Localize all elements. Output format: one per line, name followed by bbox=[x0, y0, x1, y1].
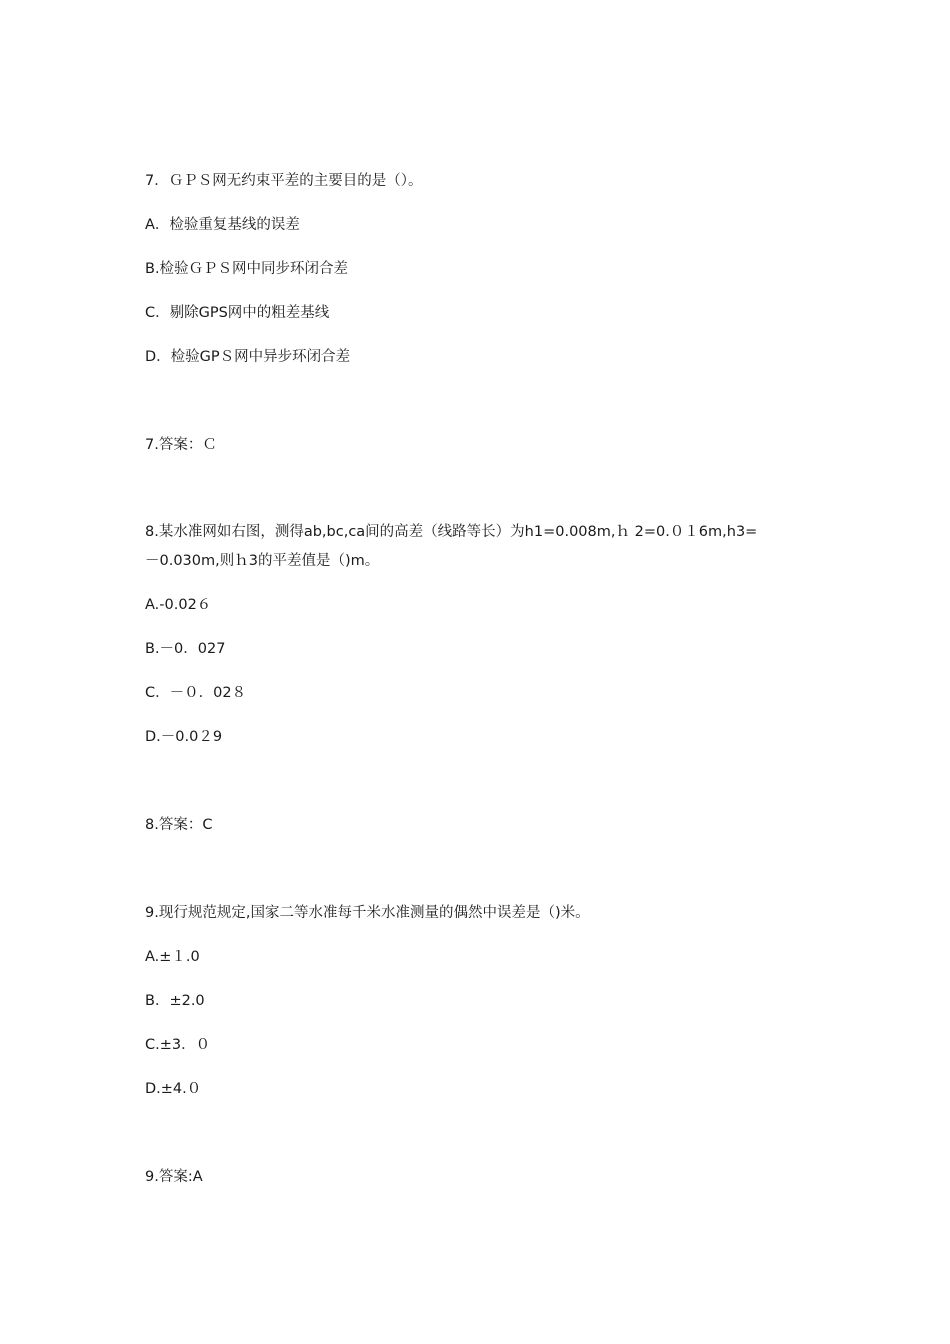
question-7-stem: 7．ＧＰＳ网无约束平差的主要目的是（）。 bbox=[145, 173, 423, 189]
question-8-option-d: D.－0.0２9 bbox=[145, 729, 223, 745]
question-9-answer: 9.答案:A bbox=[145, 1169, 203, 1185]
question-7-option-d: D．检验GPＳ网中异步环闭合差 bbox=[145, 349, 351, 365]
question-8-option-c: C．－０．02８ bbox=[145, 685, 247, 701]
question-9-option-c: C.±3．０ bbox=[145, 1037, 211, 1053]
question-8-stem-line-1: 8.某水准网如右图，测得ab,bc,ca间的高差（线路等长）为h1=0.008m,ｈ 2=0.０１6m,h3= bbox=[145, 524, 758, 540]
question-9-option-b: B．±2.0 bbox=[145, 993, 205, 1009]
question-7-option-a: A．检验重复基线的误差 bbox=[145, 217, 300, 233]
question-7-option-c: C．剔除GPS网中的粗差基线 bbox=[145, 305, 330, 321]
question-8-option-a: A.-0.02６ bbox=[145, 597, 212, 613]
question-8-answer: 8.答案：C bbox=[145, 817, 213, 833]
question-7-option-b: B.检验ＧＰＳ网中同步环闭合差 bbox=[145, 261, 349, 277]
question-9-option-d: D.±4.０ bbox=[145, 1081, 202, 1097]
question-8-stem-line-2: －0.030m,则ｈ3的平差值是（)m。 bbox=[145, 553, 380, 569]
question-8-option-b: B.－0．027 bbox=[145, 641, 226, 657]
question-9-stem: 9.现行规范规定,国家二等水准每千米水准测量的偶然中误差是（)米。 bbox=[145, 905, 590, 921]
question-9-option-a: A.±１.0 bbox=[145, 949, 200, 965]
question-7-answer: 7.答案：Ｃ bbox=[145, 437, 217, 453]
